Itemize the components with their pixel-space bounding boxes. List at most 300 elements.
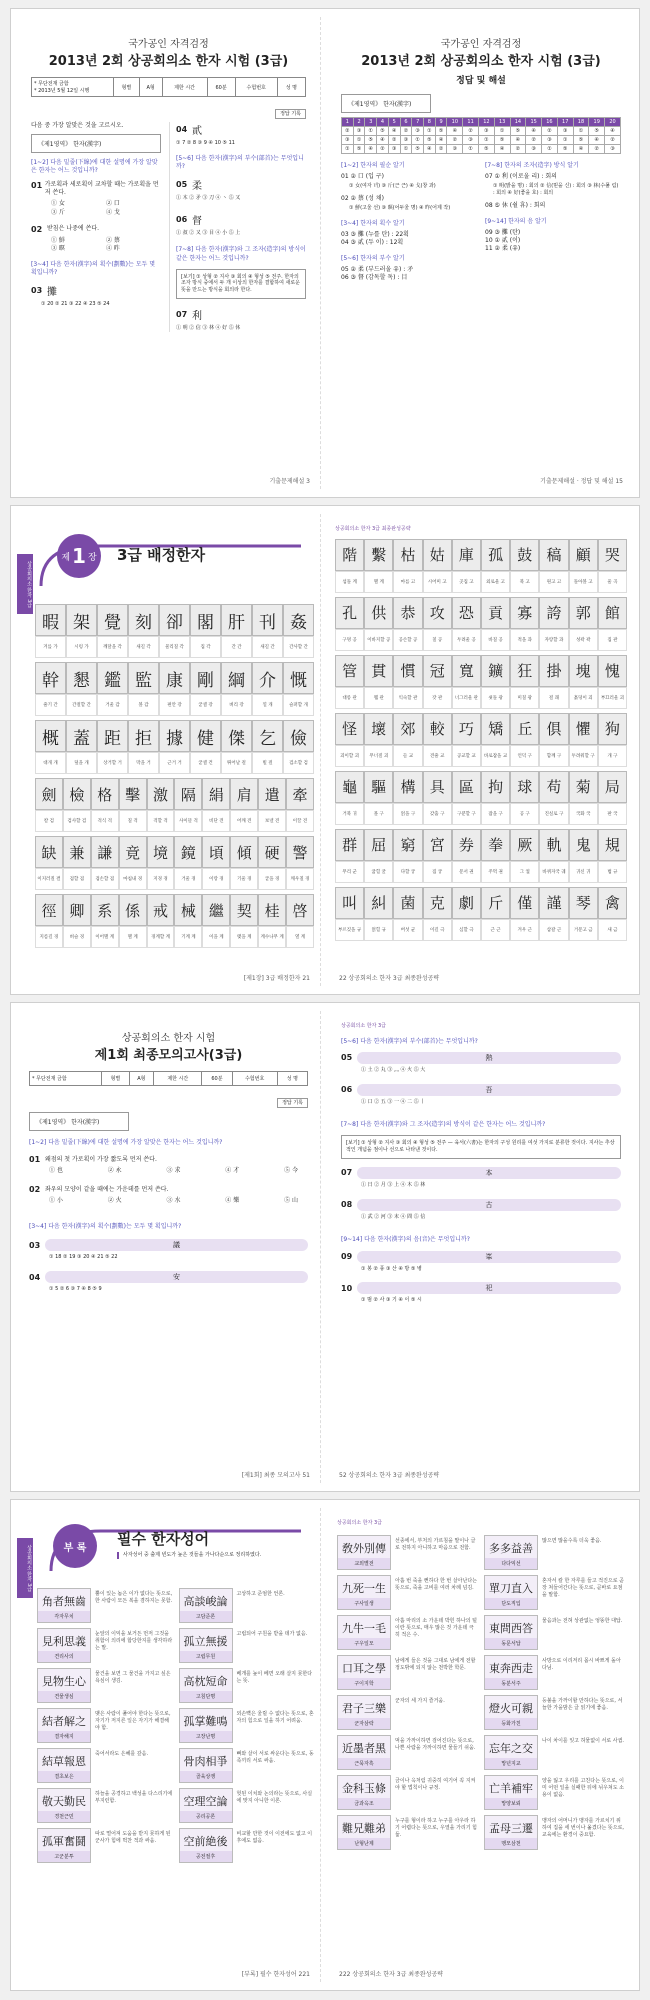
q01-opt[interactable]: ② 永 [107,1167,122,1175]
q03-options[interactable]: ① 20 ② 21 ③ 22 ④ 23 ⑤ 24 [41,301,110,308]
hanja-char: 格 [91,778,119,810]
hanja-char: 較 [423,713,452,745]
hanja-char: 激 [147,778,175,810]
hanja-entry [598,887,627,941]
hanja-meaning: 함께 구 [539,745,568,767]
idiom-hanja: 近墨者黑 [342,1741,386,1755]
hanja-meaning: 이끌 견 [286,810,314,832]
page-header: 상공회의소 한자 3급 최종완성공략 [335,526,411,532]
answer-table-row [342,118,621,127]
idiom-definition: 남에게 들은 것을 그대로 남에게 전할 정도밖에 되지 않는 천박한 학문. [395,1657,476,1671]
hanja-meaning: 공교할 교 [452,745,481,767]
idiom-box [37,1708,91,1743]
hanja-entry [393,887,422,941]
idiom-definition: 뿔이 있는 놈은 이가 없다는 뜻으로, 한 사람이 모든 복을 겸하지는 못함. [95,1591,173,1604]
side-label: 상공회의소 한자 3급 [17,1538,33,1598]
answer-cell: ③ [412,127,424,136]
mock-title: 제1회 최종모의고사(3급) [94,1048,243,1063]
idiom-box [337,1815,391,1850]
hanja-char: 券 [452,829,481,861]
answer-cell: ① [342,145,354,154]
q01-opt[interactable]: ④ 戈 [106,208,120,216]
idiom-entry [337,1535,478,1570]
hanja-meaning: 무너질 괴 [364,745,393,767]
idiom-definition: 따로 떨어져 도움을 받지 못하게 된 군사가 힘에 벅찬 적과 싸움. [95,1831,171,1844]
hanja-meaning: 곳집 고 [452,571,481,593]
q01-opt[interactable]: ① 女 [51,200,65,208]
idiom-hanja: 忘年之交 [489,1741,533,1755]
hanja-entry [510,829,539,883]
q04-options[interactable]: ① 5 ② 6 ③ 7 ④ 8 ⑤ 9 [49,1286,102,1293]
hanja-char: 恐 [452,597,481,629]
idiom-definition: 군자의 세 가지 즐거움. [395,1697,445,1704]
hanja-meaning: 경계할 계 [147,926,175,948]
hanja-char: 覺 [97,604,128,636]
exam-info-table [29,1071,308,1086]
hanja-char: 群 [335,829,364,861]
idiom-definition: 아홉 번 죽을 뻔하다 한 번 살아난다는 뜻으로, 죽을 고비를 여러 차례 넘김. [395,1577,477,1591]
hanja-char: 懇 [66,662,97,694]
q01-opt[interactable]: ④ 才 [225,1167,240,1175]
hanja-entry [598,771,627,825]
q08-hanja: 古 [357,1199,621,1211]
page-footer: 222 상공회의소 한자 3급 최종완성공략 [339,1971,444,1978]
answer-cell: 16 [542,118,558,127]
hanja-entry [510,713,539,767]
answer-cell: 11 [463,118,479,127]
answer-cell: ② [447,136,463,145]
answer-cell: 14 [510,118,526,127]
hanja-char: 鼓 [510,539,539,571]
hanja-entry [393,597,422,651]
hanja-meaning: 간 간 [221,636,252,658]
answer-cell: ⑤ [353,145,365,154]
hanja-entry [35,662,66,716]
hanja-char: 局 [598,771,627,803]
idiom-hanja: 燈火可親 [489,1701,533,1715]
q05-num: 05 [341,1053,353,1063]
hanja-char: 遣 [258,778,286,810]
q04-options[interactable]: ① 7 ② 8 ③ 9 ④ 10 ⑤ 11 [176,140,235,146]
hanja-entry [569,655,598,709]
hanja-meaning: 칠 격 [119,810,147,832]
hanja-char: 徑 [35,894,63,926]
idiom-box [179,1628,233,1663]
hanja-char: 傑 [221,720,252,752]
badge-suffix: 장 [87,552,97,563]
q03-options[interactable]: ① 18 ② 19 ③ 20 ④ 21 ⑤ 22 [49,1254,118,1261]
answer-subtitle2: 정답 및 해설 [456,76,506,86]
idiom-box [484,1695,538,1730]
mock-subtitle: 상공회의소 한자 시험 [121,1033,216,1044]
hanja-meaning: 계수나무 계 [258,926,286,948]
hanja-char: 龜 [335,771,364,803]
hanja-meaning: 겸할 겸 [63,868,91,890]
q06-hanja: 督 [192,215,202,227]
idiom-entry [179,1788,315,1823]
hanja-entry [230,836,258,890]
a04: 04 ③ 貳 (두 이) : 12획 [341,238,404,246]
hanja-entry [202,778,230,832]
hanja-char: 郭 [569,597,598,629]
q02-opt[interactable]: ① 鮮 [51,236,65,244]
hanja-char: 幹 [35,662,66,694]
hanja-char: 寡 [510,597,539,629]
hanja-entry [63,778,91,832]
hanja-char: 軌 [539,829,568,861]
answer-cell: ③ [342,136,354,145]
answer-cell: ④ [510,136,526,145]
badge-label: 제 [61,552,71,563]
idiom-hanja: 高談峻論 [183,1595,228,1608]
hanja-meaning: 집 각 [190,636,221,658]
answer-cell: ② [342,127,354,136]
hanja-char: 健 [190,720,221,752]
hanja-meaning: 자랑할 과 [539,629,568,651]
hanja-char: 區 [452,771,481,803]
hanja-meaning: 원고 고 [539,571,568,593]
hanja-char: 鑛 [481,655,510,687]
hanja-meaning: 바로잡을 교 [481,745,510,767]
answer-cell: ⑤ [479,145,495,154]
hanja-entry [452,771,481,825]
idiom-hanja: 亡羊補牢 [489,1781,533,1795]
idiom-hanja: 空前絶後 [183,1835,228,1848]
hanja-entry [252,604,283,658]
hanja-entry [598,829,627,883]
hanja-meaning: 굳셀 건 [190,752,221,774]
idiom-definition: 고립되어 구원을 받을 데가 없음. [236,1631,308,1637]
q01-opt[interactable]: ① 也 [49,1167,63,1175]
hanja-entry [335,655,364,709]
idiom-definition: 많으면 많을수록 더욱 좋음. [542,1537,602,1544]
page-footer: 22 상공회의소 한자 3급 최종완성공략 [339,975,440,982]
hanja-row [335,655,627,709]
hanja-entry [91,894,119,948]
hanja-row [35,836,314,890]
idiom-hanja: 結草報恩 [42,1755,86,1768]
idiom-entry [179,1828,315,1863]
idiom-definition: 나이 차이를 잊고 허물없이 서로 사귐. [542,1737,624,1744]
hanja-entry [423,829,452,883]
hanja-char: 牽 [286,778,314,810]
q06-hanja: 吾 [357,1084,621,1096]
hanja-meaning: 새길 각 [128,636,159,658]
hanja-meaning: 간사할 간 [283,636,314,658]
answer-cell: 3 [365,118,377,127]
idiom-entry [337,1735,478,1770]
idiom-hanja: 敬天勤民 [42,1795,86,1808]
hanja-char: 掛 [539,655,568,687]
idiom-box [179,1748,233,1783]
hanja-grid [335,539,627,941]
hanja-entry [286,894,314,948]
hanja-meaning: 겨우 근 [510,919,539,941]
idiom-reading: 공리공론 [180,1811,232,1822]
idiom-hanja: 孤軍奮鬪 [42,1835,86,1848]
hanja-entry [147,778,175,832]
hanja-char: 厥 [510,829,539,861]
hanja-char: 巧 [452,713,481,745]
hanja-entry [66,662,97,716]
hanja-entry [364,771,393,825]
idiom-box [484,1655,538,1690]
hanja-entry [393,829,422,883]
hanja-char: 菌 [393,887,422,919]
hanja-row [335,597,627,651]
idiom-entry [37,1708,173,1743]
info-name: 성 명 [277,78,305,97]
idiom-box [179,1828,233,1863]
idiom-hanja: 口耳之學 [342,1661,386,1675]
hanja-entry [35,604,66,658]
hanja-entry [481,539,510,593]
answer-cell: 13 [494,118,510,127]
q-intro-5: [5~6] 다음 한자(漢字)의 부수(部首)는 무엇입니까? [341,1037,478,1045]
q01-opt[interactable]: ③ 斤 [51,208,65,216]
idiom-definition: 죽어서라도 은혜를 갚음. [95,1751,149,1757]
hanja-meaning: 돌아볼 고 [569,571,598,593]
hanja-meaning: 꿸 관 [364,687,393,709]
section-tag: 《제1영역》 한자(漢字) [341,94,431,113]
answer-cell: ④ [447,127,463,136]
q01-opt[interactable]: ③ 求 [166,1167,181,1175]
a10: 10 ① 貳 (이) [485,236,521,244]
hanja-char: 姑 [423,539,452,571]
answer-cell: ① [542,145,558,154]
hanja-meaning: 흙덩이 괴 [569,687,598,709]
idiom-hanja: 單刀直入 [489,1581,533,1595]
hanja-meaning: 갖출 구 [423,803,452,825]
info-type: 형별 [102,1072,129,1086]
hanja-entry [423,713,452,767]
q10-options[interactable]: ① 범 ② 사 ③ 기 ④ 이 ⑤ 시 [361,1297,422,1304]
hanja-entry [481,713,510,767]
hanja-entry [128,720,159,774]
hanja-char: 鬼 [569,829,598,861]
appendix-badge: 부 록 [53,1524,97,1568]
idiom-hanja: 孤立無援 [183,1635,228,1648]
q06-options[interactable]: ① 叔 ② 又 ③ 目 ④ 小 ⑤ 上 [176,229,241,236]
hanja-meaning: 깨달을 각 [97,636,128,658]
idiom-entry [37,1748,173,1783]
idiom-definition: 외손뼉은 울릴 수 없다는 뜻으로, 혼자의 힘으로 일을 하기 어려움. [236,1711,314,1724]
q07-options[interactable]: ① 明 ② 信 ③ 林 ④ 好 ⑤ 休 [176,324,241,331]
idiom-definition: 뼈와 살이 서로 싸운다는 뜻으로, 동족끼리 서로 싸움. [236,1751,314,1764]
hanja-char: 屈 [364,829,393,861]
instruction: 다음 중 가장 알맞은 것을 고르시오. [31,122,124,129]
idiom-reading: 고침단명 [180,1691,232,1702]
q01-options [29,1164,308,1185]
q07-options[interactable]: ① 日 ② 月 ③ 上 ④ 木 ⑤ 林 [361,1181,426,1188]
idiom-box [484,1815,538,1850]
idiom-definition: 금이나 옥처럼 귀중히 여기어 꼭 지켜야 할 법칙이나 규정. [395,1777,476,1791]
q02-opt[interactable]: ③ 水 [166,1197,181,1205]
hanja-char: 契 [230,894,258,926]
hanja-char: 肝 [221,604,252,636]
a01-text: ① 女(여자 녀) ③ 斤(근 근) ④ 戈(창 과) [349,183,436,190]
answer-title: 2013년 2회 상공회의소 한자 시험 (3급) [361,54,601,69]
hanja-entry [364,829,393,883]
hanja-entry [423,655,452,709]
q02-opt[interactable]: ① 小 [49,1197,63,1205]
idiom-column [179,1588,315,1868]
hanja-entry [221,604,252,658]
a09: 09 ③ 攤 (탄) [485,228,521,236]
q02-opt[interactable]: ② 蔡 [106,236,120,244]
answer-cell: ② [377,145,389,154]
hanja-meaning: 굳을 경 [258,868,286,890]
hanja-char: 菊 [569,771,598,803]
q02-opt[interactable]: ② 火 [107,1197,122,1205]
answer-cell: ② [388,136,400,145]
idiom-reading: 경천근민 [38,1811,90,1822]
answer-cell: 12 [479,118,495,127]
idiom-box [337,1535,391,1570]
hanja-char: 琴 [569,887,598,919]
hanja-entry [481,597,510,651]
q01-opt[interactable]: ⑤ 今 [284,1167,298,1175]
a03: 03 ③ 攤 (누를 탄) : 22획 [341,230,409,238]
hanja-meaning: 격할 격 [147,810,175,832]
answer-cell: ② [526,136,542,145]
hanja-char: 頃 [202,836,230,868]
idiom-box [179,1788,233,1823]
q05-options[interactable]: ① 土 ② 丸 ③ 灬 ④ 火 ⑤ 大 [361,1066,426,1073]
info-time-val: 60분 [202,1072,232,1086]
hanja-entry [510,539,539,593]
exam-subtitle: 국가공인 자격검정 [128,39,209,50]
hanja-char: 姦 [283,604,314,636]
hanja-meaning: 바퀴자국 궤 [539,861,568,883]
q02-opt[interactable]: ④ 昨 [106,244,120,252]
q06-options[interactable]: ① 口 ② 五 ③ 一 ④ 二 ⑤ 丨 [361,1098,426,1105]
hanja-meaning: 쇳돌 광 [481,687,510,709]
q10-num: 10 [341,1283,353,1293]
hanja-char: 慣 [393,655,422,687]
hanja-char: 隔 [174,778,202,810]
idiom-entry [484,1615,625,1650]
info-name: 성 명 [277,1072,307,1086]
answer-cell: 17 [557,118,573,127]
idiom-entry [337,1615,478,1650]
idiom-hanja: 高枕短命 [183,1675,228,1688]
hanja-meaning: 집 관 [598,629,627,651]
idiom-entry [337,1695,478,1730]
hanja-char: 肩 [230,778,258,810]
hanja-char: 貫 [364,655,393,687]
q09-options[interactable]: ① 봉 ② 풍 ③ 산 ④ 방 ⑤ 병 [361,1265,422,1272]
q-intro-1: [1~2] 다음 밑줄(下線)에 대한 설명에 가장 알맞은 한자는 어느 것입니까? [31,159,158,175]
hanja-meaning: 굽힐 굴 [364,861,393,883]
hanja-meaning: 부르짖을 규 [335,919,364,941]
answer-cell: ③ [400,136,412,145]
idiom-entry [484,1575,625,1610]
hanja-list-page [17,514,321,986]
answer-cell: 20 [605,118,621,127]
answer-cell: ⑤ [377,127,389,136]
a07: 07 ① 利 (이로울 리) : 회의 [485,173,557,181]
idiom-column [337,1535,478,1855]
q02-opt[interactable]: ③ 暝 [51,244,65,252]
page-footer: [부록] 필수 한자성어 221 [241,1971,310,1978]
answer-cell: ⑤ [412,145,424,154]
appendix-note: 사자성어 중 출제 빈도가 높은 것들을 가나다순으로 정리하였다. [117,1552,297,1559]
hanja-meaning: 어깨 견 [230,810,258,832]
idiom-definition: 사방으로 이리저리 몹시 바쁘게 돌아다님. [542,1657,621,1671]
idiom-reading: 골육상쟁 [180,1771,232,1782]
hanja-meaning: 격식 격 [91,810,119,832]
hanja-meaning: 맺을 계 [230,926,258,948]
hanja-meaning: 이지러질 결 [35,868,63,890]
hanja-char: 狗 [598,713,627,745]
q01-opt[interactable]: ② 口 [106,200,120,208]
hanja-entry [510,887,539,941]
exam-page [17,17,321,489]
q02-opt[interactable]: ⑤ 山 [284,1197,298,1205]
hanja-meaning: 거울 감 [97,694,128,716]
hanja-meaning: 열 계 [286,926,314,948]
idioms-page [17,1508,321,1982]
info-time-label: 제한 시간 [162,78,207,97]
hanja-meaning: 미칠 광 [510,687,539,709]
hanja-meaning: 마침내 경 [119,868,147,890]
hanja-entry [221,720,252,774]
hanja-entry [174,778,202,832]
spread-mock-exam [10,1002,640,1492]
info-note2: * 2013년 5월 12일 시행 [34,88,90,94]
hanja-char: 乞 [252,720,283,752]
idiom-entry [37,1828,173,1863]
info-note1: * 무단전재 금함 [34,81,69,87]
hanja-char: 剛 [190,662,221,694]
hanja-meaning: 기계 계 [174,926,202,948]
hanja-entry [230,894,258,948]
hanja-meaning: 잡을 구 [481,803,510,825]
hanja-char: 暇 [35,604,66,636]
hanja-meaning: 다할 궁 [393,861,422,883]
hanja-list-page-2 [329,514,633,986]
hanja-entry [97,720,128,774]
hanja-entry [35,894,63,948]
hanja-meaning: 얽을 구 [393,803,422,825]
hanja-meaning: 주먹 권 [481,861,510,883]
hanja-char: 檢 [63,778,91,810]
q08-options[interactable]: ① 武 ② 河 ③ 末 ④ 問 ⑤ 信 [361,1213,426,1220]
hanja-entry [66,604,97,658]
hanja-meaning: 울 곡 [598,571,627,593]
example-box: [보기] ① 상형 ② 지사 ③ 회의 ④ 형성 ⑤ 전주. 한자의 조자 방식 중에서 두 개 이상의 한자를 결합하여 새로운 뜻을 만드는 방식을 회의라 한다. [176,269,306,299]
hanja-entry [364,887,393,941]
idiom-box [179,1708,233,1743]
q02-opt[interactable]: ④ 樂 [225,1197,240,1205]
hanja-entry [66,720,97,774]
idiom-box [484,1535,538,1570]
hanja-entry [97,604,128,658]
hanja-entry [569,887,598,941]
side-label: 상공회의소 한자 3급 [17,554,33,614]
q05-options[interactable]: ① 木 ② 矛 ③ 刀 ④ 丶 ⑤ 又 [176,194,241,201]
hanja-char: 拘 [481,771,510,803]
q08-num: 08 [341,1200,353,1210]
hanja-char: 克 [423,887,452,919]
hanja-meaning: 비단 견 [202,810,230,832]
hanja-char: 距 [97,720,128,752]
hanja-char: 怪 [335,713,364,745]
q-intro-9: [9~14] 다음 한자(漢字)의 음(音)은 무엇입니까? [341,1236,470,1244]
hanja-entry [190,720,221,774]
hanja-entry [63,836,91,890]
